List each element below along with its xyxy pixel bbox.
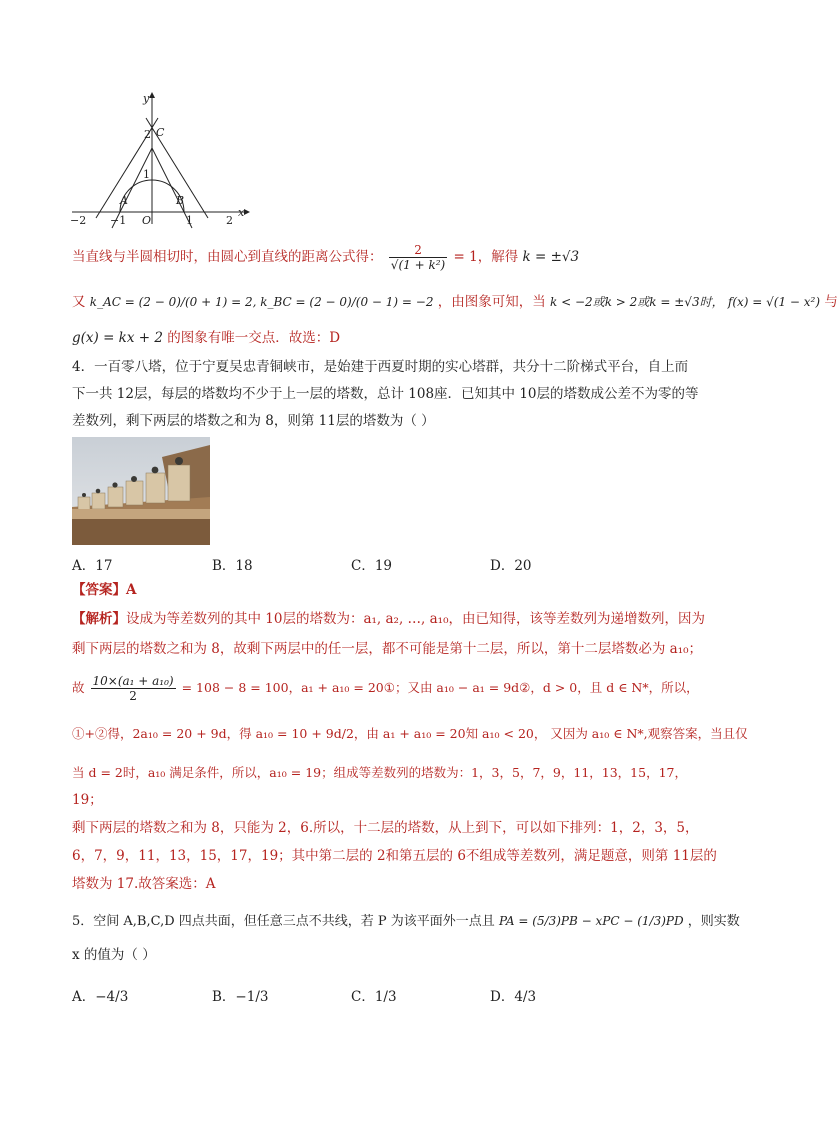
x-axis-arrow xyxy=(244,209,250,215)
label-1-x: 1 xyxy=(186,214,193,227)
label-1-y: 1 xyxy=(143,168,150,181)
q4-analysis-9: 塔数为 17.故答案选：A xyxy=(72,876,216,892)
conclusion-line: g(x) = kx + 2 的图象有唯一交点．故选：D xyxy=(72,330,341,346)
q5-line-2: x 的值为（ ） xyxy=(72,947,156,963)
tangent-case-line: 当直线与半圆相切时，由圆心到直线的距离公式得： $\frac{2}{\text{√(1 + k²)}}$ = 1，解得 k = ±√3 xyxy=(72,243,580,272)
q5-option-d: D．4/3 xyxy=(490,989,537,1005)
q4-line-3: 差数列，剩下两层的塔数之和为 8，则第 11层的塔数为（ ） xyxy=(72,413,435,429)
y-axis-arrow xyxy=(149,92,155,98)
semicircle-line-graph xyxy=(68,88,248,228)
q4-analysis-2: 剩下两层的塔数之和为 8，故剩下两层中的任一层，都不可能是第十二层，所以，第十二层塔数必为 a₁₀； xyxy=(72,641,703,657)
label-c: C xyxy=(156,126,165,139)
q5-line-1: 5．空间 A,B,C,D 四点共面，但任意三点不共线，若 P 为该平面外一点且 PA = (5/3)PB − xPC − (1/3)PD ，则实数 xyxy=(72,914,740,929)
q5-option-c: C．1/3 xyxy=(351,989,397,1005)
label-neg2: −2 xyxy=(70,214,87,227)
q4-option-a: A．17 xyxy=(72,558,113,574)
y-axis-label: y xyxy=(143,92,150,105)
label-2-y: 2 xyxy=(144,128,151,141)
q5-option-b: B．−1/3 xyxy=(212,989,269,1005)
q4-analysis-5: 当 d = 2时，a₁₀ 满足条件，所以，a₁₀ = 19；组成等差数列的塔数为：1，3，5，7，9，11，13，15，17， xyxy=(72,765,687,780)
q4-analysis-1: 【解析】设成为等差数列的其中 10层的塔数为：a₁, a₂, …, a₁₀，由已知得，该等差数列为递增数列，因为 xyxy=(72,611,706,627)
q4-option-c: C．19 xyxy=(351,558,393,574)
q4-line-1: 4．一百零八塔，位于宁夏吴忠青铜峡市，是始建于西夏时期的实心塔群，共分十二阶梯式平台，自上而 xyxy=(72,359,689,375)
q4-analysis-4: ①+②得，2a₁₀ = 20 + 9d，得 a₁₀ = 10 + 9d/2，由 a₁ + a₁₀ = 20知 a₁₀ < 20， 又因为 a₁₀ ∈ N*,观察答案，当且仅 xyxy=(72,726,748,741)
q4-analysis-8: 6，7，9，11，13，15，17，19；其中第二层的 2和第五层的 6不组成等差数列，满足题意，则第 11层的 xyxy=(72,848,717,864)
label-a: A xyxy=(120,194,128,207)
x-axis-label: x xyxy=(238,206,245,219)
sum-fraction: $\frac{\text{10×(a₁ + a₁₀)}}{2}$ xyxy=(92,674,174,703)
pagoda-photo xyxy=(72,437,210,545)
label-o: O xyxy=(142,214,152,227)
q4-answer: 【答案】A xyxy=(72,582,137,598)
q4-analysis-3: 故 $\frac{\text{10×(a₁ + a₁₀)}}{2}$ = 108 − 8 = 100，a₁ + a₁₀ = 20①；又由 a₁₀ − a₁ = 9d②，d > 0，且 d ∈ N*，所以， xyxy=(72,674,699,703)
label-2-x: 2 xyxy=(226,214,233,227)
q4-analysis-6: 19； xyxy=(72,792,103,808)
q5-option-a: A．−4/3 xyxy=(72,989,129,1005)
distance-fraction: $\frac{2}{\text{√(1 + k²)}}$ xyxy=(390,243,446,272)
slope-case-line: 又 k_AC = (2 − 0)/(0 + 1) = 2, k_BC = (2 − 0)/(0 − 1) = −2 ，由图象可知，当 k < −2或k > 2或k = ±√3时， f(x) = √(1 − x²) 与 xyxy=(72,294,838,310)
q4-option-d: D．20 xyxy=(490,558,532,574)
label-b: B xyxy=(176,194,185,207)
q4-analysis-7: 剩下两层的塔数之和为 8，只能为 2，6.所以，十二层的塔数，从上到下，可以如下排列：1，2，3，5， xyxy=(72,820,699,836)
q4-option-b: B．18 xyxy=(212,558,253,574)
q4-line-2: 下一共 12层，每层的塔数均不少于上一层的塔数，总计 108座．已知其中 10层的塔数成公差不为零的等 xyxy=(72,386,699,402)
label-neg1: −1 xyxy=(110,214,127,227)
